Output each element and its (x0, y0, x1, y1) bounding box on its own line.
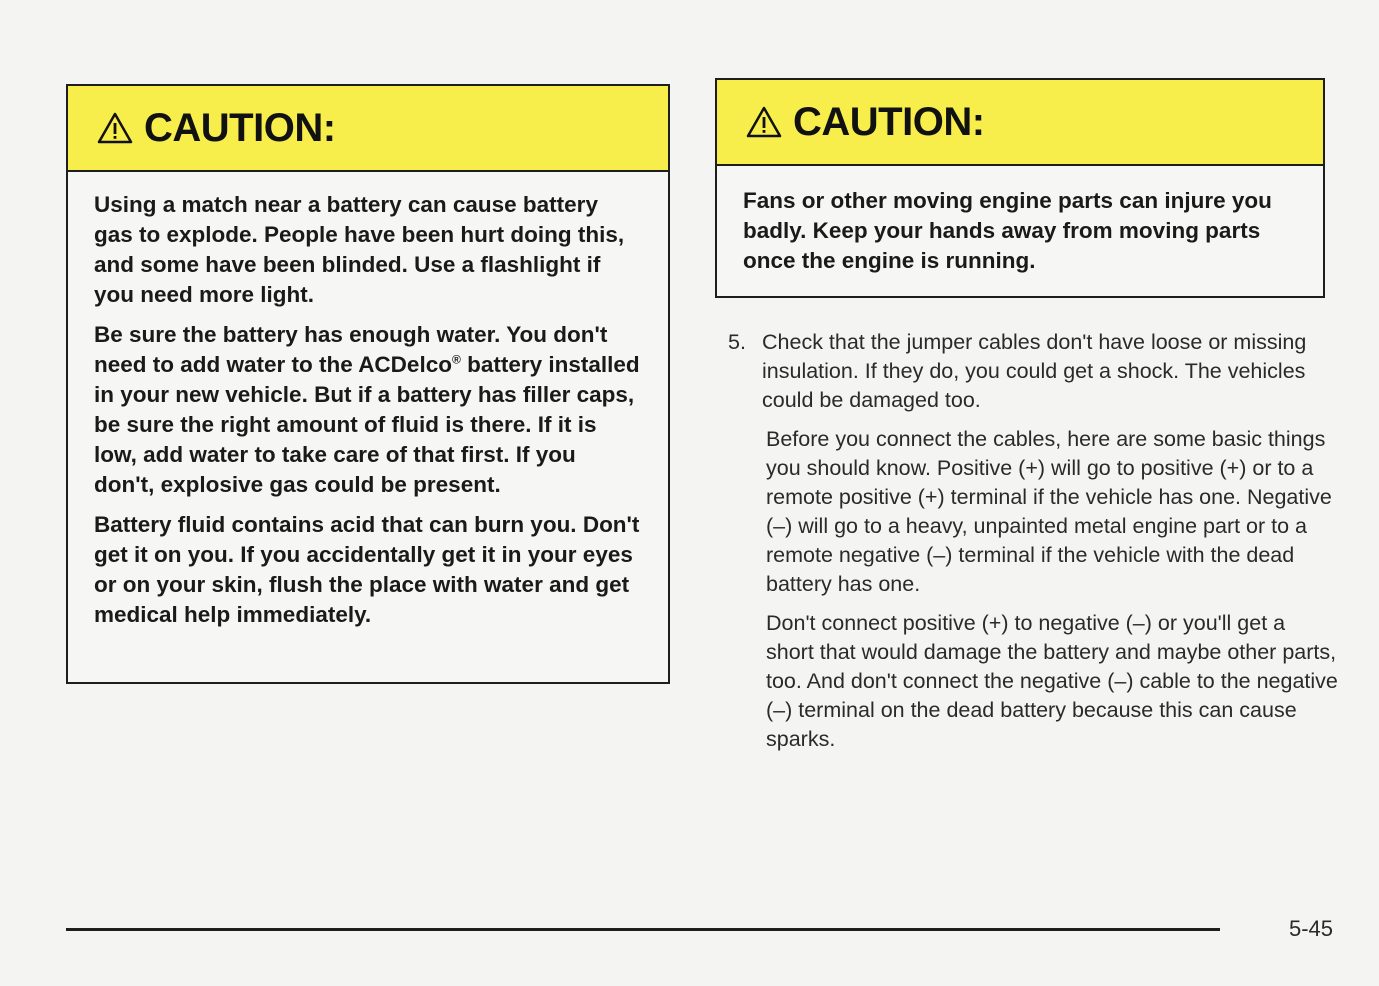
footer-rule (66, 928, 1220, 931)
caution-box-battery (66, 84, 670, 684)
caution-title: CAUTION: (144, 105, 336, 150)
step-paragraph: Don't connect positive (+) to negative (–) or you'll get a short that would damage the battery and maybe other parts, too. And don't connect the negative (–) cable to the negative (–) terminal on the dead battery because this can cause sparks. (766, 611, 1338, 751)
step-text: Check that the jumper cables don't have loose or missing insulation. If they do, you could get a shock. The vehicles could be damaged too. (762, 330, 1307, 412)
page-number: 5-45 (1288, 916, 1333, 941)
caution-body (68, 172, 668, 630)
caution-header (717, 80, 1323, 166)
warning-triangle-icon (96, 111, 134, 145)
caution-paragraph: Battery fluid contains acid that can burn you. Don't get it on you. If you accidentally get it in your eyes or on your skin, flush the place with water and get medical help immediately. (94, 512, 640, 627)
caution-text: Be sure the battery has enough water. You don't need to add water to the ACDelco (94, 322, 608, 377)
caution-paragraph (94, 320, 642, 500)
caution-title: CAUTION: (793, 99, 985, 144)
instruction-steps (728, 328, 1338, 764)
caution-header (68, 86, 668, 172)
warning-triangle-icon (745, 105, 783, 139)
step-paragraph: Before you connect the cables, here are some basic things you should know. Positive (+) will go to positive (+) or to a remote positive (+) terminal if the vehicle has one. Negative (–) will go to a heavy, unpainted metal engine part or to a remote negative (–) terminal if the vehicle with the dead battery has one. (766, 427, 1332, 596)
registered-mark: ® (451, 352, 461, 367)
caution-body (717, 166, 1323, 276)
caution-text: battery installed in your new vehicle. But if a battery has filler caps, be sure the right amount of fluid is there. If it is low, add water to take care of that first. If you don't, explosive gas could be present. (94, 352, 640, 497)
caution-paragraph: Using a match near a battery can cause battery gas to explode. People have been hurt doing this, and some have been blinded. Use a flashlight if you need more light. (94, 192, 625, 307)
step-item (728, 328, 1338, 425)
step-number: 5. (728, 330, 746, 354)
caution-paragraph: Fans or other moving engine parts can injure you badly. Keep your hands away from moving parts once the engine is running. (743, 188, 1272, 273)
caution-box-moving-parts (715, 78, 1325, 298)
